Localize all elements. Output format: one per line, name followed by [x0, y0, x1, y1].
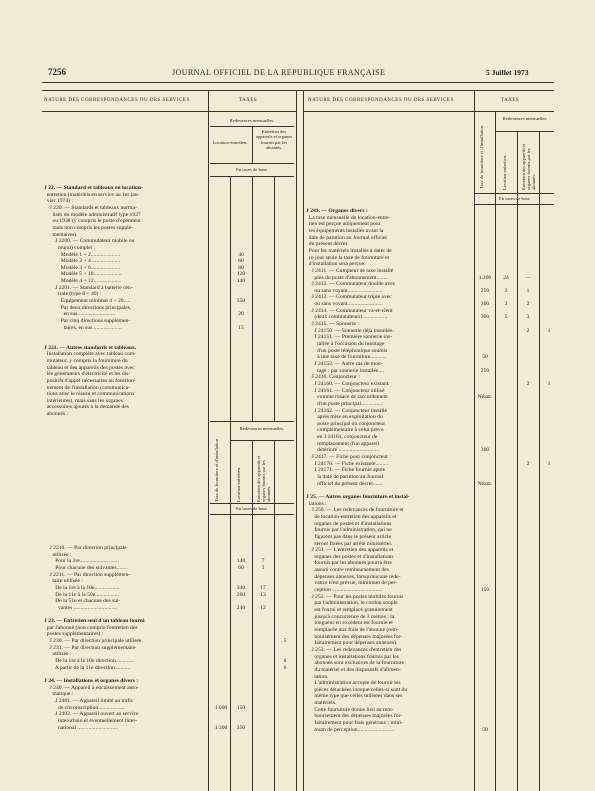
- tax-value-c3: 2: [526, 380, 530, 387]
- text-line: J 2210. — Par direction principale: [44, 545, 127, 551]
- text-line: tage : par sonnerie installée....: [306, 367, 384, 374]
- text-line: J 221. — Autres standards et tableaux.: [44, 344, 137, 351]
- text-line: mural) complet :: [44, 244, 96, 251]
- text-line: (deux commutateurs)..................: [306, 314, 388, 321]
- publication-date: 5 Juillet 1973: [486, 68, 529, 77]
- text-line: J 241. — Organes divers :: [306, 208, 368, 214]
- text-line: lisés du modèle administratif type 1927: [44, 211, 141, 218]
- left-location-label: Location-entretien.: [212, 140, 248, 145]
- text-line: J 2201. — Standard à batterie cen-: [44, 284, 133, 291]
- tax-value-c4: 1: [547, 327, 551, 334]
- text-line: organes et installations fournis par les: [306, 653, 399, 660]
- tax-value-c4: 8: [283, 658, 287, 665]
- text-line: accessoires ajoutés à la demande des: [44, 404, 129, 411]
- text-line: la date de parution au Journal: [306, 474, 384, 480]
- text-line: par l'abonné (non compris l'entretien des: [44, 624, 138, 631]
- text-line: interurbain et éventuellement inter-: [44, 717, 137, 724]
- text-line: Pour chacune des suivantes........: [44, 564, 128, 571]
- left2-sub-rule-2: [210, 503, 294, 504]
- text-line: fournis par l'administration, qui ne: [306, 527, 392, 534]
- text-line: J 2415. — Sonnerie :: [306, 321, 359, 328]
- text-line: J 2416. Conjoncteur :: [306, 374, 360, 381]
- right-redevances-label: Redevances mensuelles.: [502, 116, 548, 121]
- text-line: abonnés :: [44, 411, 69, 418]
- text-line: d'un poste téléphonique soumis: [306, 347, 388, 354]
- right-fourniture-vertical: Taxe de fourniture et d'installation.: [479, 124, 484, 189]
- text-line: J 24160. — Conjoncteur existant.: [306, 380, 390, 387]
- text-line: Par deux directions principales,: [44, 304, 132, 311]
- text-line: Par cinq directions supplémen-: [44, 318, 131, 324]
- text-line: pièces détachées lorsque celles-ci sont du: [306, 686, 408, 693]
- text-line: positifs d'appel nécessaires au fonction-: [44, 377, 136, 384]
- text-line: J 24171. — Fiche fournie après: [306, 467, 385, 474]
- text-line: faitairement pour frais généraux ; mini-: [306, 720, 403, 727]
- right-entretien-vertical: Entretien des appareils et organes fournis par les abonnés.: [521, 143, 536, 190]
- tax-value-c2: 24: [503, 274, 509, 281]
- text-line: ception ....................................: [306, 587, 383, 594]
- text-line: les équipements installés avant la: [306, 227, 384, 234]
- left-divider: [208, 90, 209, 791]
- text-line: J 2414. — Commutateur va-et-vient: [306, 307, 393, 314]
- text-line: même type que celles utilisées dans ses: [306, 693, 403, 700]
- tax-value-c4: 5: [283, 638, 287, 645]
- text-line: J 24. — Installations et organes divers :: [44, 678, 139, 684]
- text-line: J 2401. — Appareil limité au trafic: [44, 697, 134, 704]
- text-line: par l'administration, le cordon souple: [306, 600, 398, 607]
- tax-value-c2: 150: [236, 704, 246, 711]
- tax-value-c4: 1: [547, 460, 551, 467]
- text-line: entretien (matériels en service au 1er jan-: [44, 191, 140, 198]
- tax-value-c4: 6: [283, 664, 287, 671]
- tax-value-c1: 1.000: [214, 704, 228, 711]
- text-line: vier 1974) :: [44, 198, 73, 205]
- left-entretien-vertical: Entretien des appareils et organes fournis par les abonnés.: [256, 455, 271, 502]
- tax-value-c2: 40: [238, 251, 244, 258]
- text-line: utilisée :: [44, 551, 72, 558]
- text-line: boursement des dépenses majorées for-: [306, 633, 403, 640]
- text-line: J 2411. — Compteur de taxe installé: [306, 267, 394, 274]
- text-line: J 2211. — Par direction supplémen-: [44, 571, 131, 578]
- tax-value-c2: 350: [236, 724, 246, 731]
- left-taxes-base-label: En taxes de base.: [236, 167, 268, 172]
- text-line: en J 24161, conjoncteur de: [306, 434, 378, 441]
- left2-sub-rule-3: [210, 514, 294, 515]
- tax-value-c2: 2: [504, 287, 508, 294]
- text-line: détérioré .............................: [306, 447, 380, 454]
- text-line: poste principal ou conjoncteur: [306, 420, 386, 427]
- tax-value-c2: 60: [238, 564, 244, 571]
- text-line: seront fixées par arrêté ministériel.: [306, 540, 393, 547]
- text-line: De la 1re à la 10e direction.............: [44, 658, 134, 665]
- text-line: matériels.: [306, 700, 337, 707]
- text-line: du matériel et des dispositifs d'alimen-: [306, 666, 401, 673]
- text-line: De la 51e et chacune des sui-: [44, 598, 121, 605]
- page-divider-2: [303, 90, 304, 791]
- left2-sub-rule: [230, 440, 294, 441]
- left-entretien-label: Entretien des appareils et organes fournis par les abonnés.: [255, 129, 293, 151]
- tax-value-c2: 15: [238, 324, 244, 331]
- tax-value-c3: 12: [260, 604, 266, 611]
- text-line: matique :: [44, 691, 74, 698]
- text-line: mum de perception..........................: [306, 726, 394, 733]
- tax-value-c2: 340: [236, 584, 246, 591]
- text-line: mentaires).: [44, 231, 78, 238]
- text-line: Modèle 4 + 12....................: [44, 278, 122, 285]
- tax-value-c3: 7: [261, 558, 265, 565]
- text-line: J 24150. — Sonnerie déjà installée.: [306, 327, 394, 334]
- left-col-sep-2: [252, 176, 253, 421]
- text-line: A partir de la 11e direction...........: [44, 664, 131, 671]
- left-taxes-header: TAXES: [239, 98, 258, 103]
- left-taxes-base-label-2: En taxes de base.: [236, 506, 268, 511]
- text-line: à une taxe de fourniture...........: [306, 354, 386, 361]
- tax-value-c1: Néant.: [477, 480, 493, 487]
- tax-value-c1: 250: [480, 367, 490, 374]
- text-line: J 250. — Les redevances de fourniture et: [306, 507, 404, 514]
- right-sub-rule-3: [474, 204, 554, 205]
- journal-title: JOURNAL OFFICIEL DE LA REPUBLIQUE FRANÇAISE: [172, 68, 386, 77]
- right-subheader-rule: [303, 111, 554, 112]
- tax-value-c2: 260: [236, 591, 246, 598]
- text-line: jusqu'à concurrence de 3 mètres ; la: [306, 613, 395, 620]
- text-line: De la 11e à la 50e.................: [44, 591, 119, 598]
- text-line: J 252. — Pour les postes mobiles fournis: [306, 593, 404, 600]
- page-number: 7256: [48, 67, 66, 77]
- tax-value-c1: 250: [480, 287, 490, 294]
- tax-value-c3: 3: [261, 564, 265, 571]
- left-sub-rule-2: [210, 163, 294, 164]
- text-line: J 24162. — Conjoncteur installé: [306, 407, 387, 414]
- text-line: tien est perçue uniquement pour: [306, 221, 381, 228]
- tax-value-c2: 350: [236, 298, 246, 305]
- tax-value-c1: 1.200: [478, 274, 492, 281]
- text-line: J 2417. — Fiche pour conjoncteur :: [306, 454, 391, 461]
- text-line: taires, en sus.....................: [44, 324, 122, 331]
- text-line: J 220. — Standards et tableaux norma-: [44, 204, 137, 211]
- text-line: J 231. — Par direction supplémentaire: [44, 644, 136, 651]
- text-line: ce jour seule la taxe de fourniture et: [306, 254, 390, 261]
- tax-value-c1: Néant.: [477, 394, 493, 401]
- text-line: comme rosace de raccordement: [306, 394, 388, 401]
- text-line: mais non compris les postes supplé-: [44, 224, 134, 231]
- text-line: J 24161. — Conjoncteur utilisé: [306, 387, 385, 394]
- text-line: L'administration accepte de fournir les: [306, 680, 401, 687]
- tax-value-c2: 3: [504, 301, 508, 308]
- right-sub-rule-2: [474, 193, 554, 194]
- tax-value-c3: 2: [526, 460, 530, 467]
- tax-value-c2: 240: [236, 604, 246, 611]
- tax-value-c3: 13: [260, 591, 266, 598]
- text-line: J 253. — Les redevances d'entretien des: [306, 646, 402, 653]
- text-line: figurent pas dans le présent article: [306, 533, 391, 540]
- text-line: d'installation sera perçue.: [306, 261, 366, 268]
- text-line: près du poste d'abonnement........: [306, 274, 388, 281]
- text-line: abonnés sont exclusives de la fourniture: [306, 660, 405, 667]
- text-line: J 24151. — Première sonnerie ins-: [306, 334, 393, 341]
- tax-value-c2: 20: [238, 311, 244, 318]
- text-line: Modèle 1 + 2.....................: [44, 251, 121, 258]
- text-line: ou sans voyant.........................: [306, 287, 383, 294]
- tax-value-c2: 80: [238, 264, 244, 271]
- right-taxes-base-label: En taxes de base.: [499, 196, 531, 201]
- left-sub-vertical: [252, 127, 253, 163]
- text-line: Modèle 2 + 4.....................: [44, 258, 121, 265]
- tax-value-c3: 3: [526, 314, 530, 321]
- text-line: date de parution au Journal officiel: [306, 234, 387, 241]
- text-line: en sus...........................: [44, 311, 116, 318]
- left-fourniture-vertical: Taxe de fourniture et d'installation.: [214, 437, 219, 502]
- left-col-sep-3: [274, 176, 275, 421]
- text-line: remplacement d'un appareil: [306, 440, 380, 447]
- header-rule: [42, 82, 554, 83]
- tax-value-c2: 60: [238, 258, 244, 265]
- tax-value-c3: —: [525, 274, 531, 281]
- text-line: J 25. — Autres organes fourniture et instal-: [306, 493, 410, 500]
- text-line: officiel du présent décret.......: [306, 480, 383, 487]
- text-line: J 2413. — Commutateur triple avec: [306, 294, 392, 301]
- tax-value-c1: 300: [480, 314, 490, 321]
- left-nature-header: NATURE DES CORRESPONDANCES OU DES SERVICES: [44, 98, 190, 103]
- text-line: boursement des dépenses majorées for-: [306, 713, 403, 720]
- text-line: d'un poste principal...............: [306, 400, 383, 407]
- left-location-vertical: Location-entretien.: [236, 466, 241, 502]
- tax-value-c3: 17: [260, 584, 266, 591]
- tax-value-c1: 50: [482, 726, 488, 733]
- text-line: J 24170. — Fiche existante.........: [306, 460, 389, 467]
- tax-value-c1: 1.300: [214, 724, 228, 731]
- tax-value-c2: 140: [236, 558, 246, 565]
- text-line: tableau et des appareils des postes avec: [44, 364, 135, 371]
- text-line: Installation complète avec tableau com-: [44, 351, 136, 358]
- text-line: postes supplémentaires) :: [44, 631, 104, 638]
- tax-value-c2: 120: [236, 271, 246, 278]
- text-line: J 2402. — Appareil ouvert au service: [44, 711, 139, 718]
- text-line: mutateur, y compris la fourniture du: [44, 357, 128, 364]
- tax-value-c4: 1: [547, 380, 551, 387]
- text-line: tation.: [306, 673, 329, 680]
- text-line: Modèle 3 + 6.....................: [44, 264, 121, 271]
- left-mid-rule: [210, 421, 294, 422]
- text-line: J 24152. — Autre cas de mon-: [306, 360, 383, 367]
- text-line: De la 1re à la 10e..................: [44, 584, 120, 591]
- tax-value-c3: 2: [526, 301, 530, 308]
- text-line: Cette fourniture donne lieu au rem-: [306, 706, 394, 713]
- text-line: est fourni et remplacé gratuitement: [306, 607, 393, 613]
- text-line: vance n'est prévue, minimum de per-: [306, 580, 397, 587]
- text-line: faitairement pour dépenses annexes).: [306, 640, 398, 647]
- text-line: dépenses annexes, lorsqu'aucune rede-: [306, 573, 401, 580]
- text-line: J 240. — Appareil à encaissement auto-: [44, 684, 139, 691]
- text-line: Équipement minimal 4 + 20.....: [44, 298, 131, 305]
- text-line: nement de l'installation (communica-: [44, 384, 130, 391]
- tax-value-c3: 1: [526, 287, 530, 294]
- text-line: intérieures), mais sans les organes: [44, 397, 123, 404]
- text-line: Pour la 1re............................: [44, 558, 119, 565]
- text-line: ou 1938 (y compris le poste d'opérateur: [44, 218, 142, 225]
- text-line: J 22. — Standard et tableaux en location-: [44, 185, 143, 191]
- text-line: tallée à l'occasion du montage: [306, 341, 385, 347]
- text-line: Pour les matériels installés à dater de: [306, 247, 392, 254]
- text-line: lations :: [306, 500, 327, 507]
- left-redevances-label: Redevances mensuelles.: [229, 118, 275, 123]
- text-line: fournis par les abonnés pourra être: [306, 560, 392, 567]
- text-line: taire utilisée :: [44, 578, 83, 585]
- text-line: assuré contre remboursement des: [306, 567, 389, 574]
- tax-value-c1: 50: [482, 354, 488, 361]
- text-line: de location-entretien des appareils et: [306, 513, 397, 520]
- text-line: ou sans voyant.........................: [306, 301, 383, 308]
- text-line: vantes ...............................: [44, 604, 118, 611]
- right-taxes-header: TAXES: [501, 98, 520, 103]
- text-line: La taxe mensuelle de location-entre-: [306, 214, 391, 221]
- right-divider: [474, 90, 475, 791]
- text-line: après mise en exploitation du: [306, 414, 383, 421]
- text-line: J 251. — L'entretien des appareils et: [306, 547, 394, 554]
- text-line: J 2200. — Commutateur mobile ou: [44, 238, 135, 245]
- text-line: J 23. — Entretien seul d'un tableau fourni: [44, 618, 145, 625]
- tax-value-c2: 140: [236, 278, 246, 285]
- text-line: J 230. — Par direction principale utilisée.: [44, 638, 143, 645]
- text-line: remplacée aux frais de l'abonné (rem-: [306, 626, 399, 633]
- tax-value-c2: 5: [504, 314, 508, 321]
- right-location-vertical: Location-entretien.: [502, 154, 507, 190]
- text-line: organes des postes et d'installations: [306, 553, 394, 560]
- tax-value-c1: 300: [480, 301, 490, 308]
- tax-value-c3: 2: [526, 327, 530, 334]
- text-line: de circonscription...................: [44, 704, 125, 711]
- left-subheader-rule: [42, 111, 296, 112]
- text-line: utilisée :: [44, 651, 72, 658]
- text-line: Modèle 5 + 10....................: [44, 271, 122, 278]
- left2-col-sep-3: [274, 440, 275, 791]
- text-line: longueur en excédent est fournie et: [306, 620, 393, 627]
- text-line: tions avec le réseau et communications: [44, 391, 135, 398]
- left-redevances-label-2: Redevances mensuelles.: [239, 426, 285, 431]
- tax-value-c1: 150: [480, 587, 490, 594]
- right-sub-rule: [495, 131, 554, 132]
- text-line: trale (type 8 + 40) :: [44, 291, 102, 298]
- text-line: les générateurs d'électricité et les dis-: [44, 371, 131, 378]
- right-nature-header: NATURE DES CORRESPONDANCES OU DES SERVICES: [308, 98, 454, 103]
- tax-value-c1: 300: [480, 447, 490, 454]
- page-divider: [296, 90, 297, 791]
- left2-col-sep-2: [252, 440, 253, 791]
- text-line: du présent décret.: [306, 241, 349, 248]
- text-line: organes de postes et d'installations: [306, 520, 392, 527]
- text-line: J 2412. — Commutateur double avec: [306, 281, 396, 288]
- text-line: complémentaire à celui prévu: [306, 427, 384, 434]
- text-line: national .............................: [44, 724, 118, 731]
- table-top-rule: [42, 90, 554, 91]
